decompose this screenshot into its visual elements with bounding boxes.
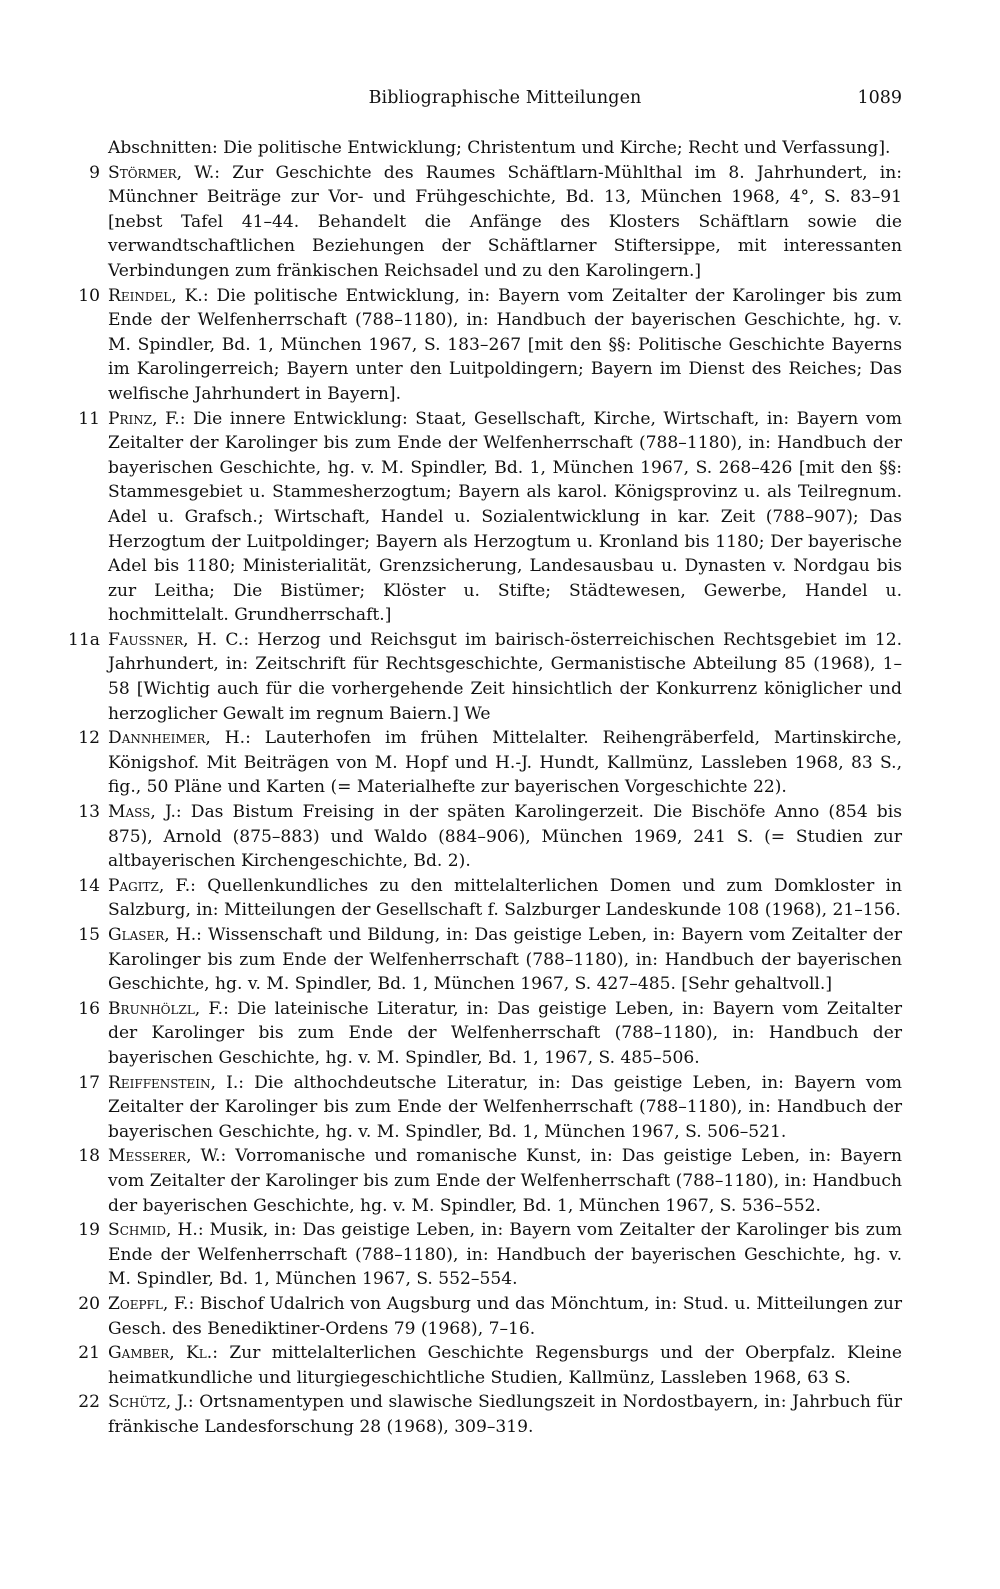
entry-author: Gamber, Kl.	[108, 1343, 213, 1364]
bibliography-entry	[78, 407, 902, 628]
entry-number: 9	[89, 162, 100, 183]
entry-author: Dannheimer, H.	[108, 728, 246, 749]
entry-author: Mass, J.	[108, 802, 176, 823]
bibliography-entry	[78, 1390, 903, 1439]
bibliography-entry	[78, 997, 902, 1071]
entry-text: : Herzog und Reichsgut im bairisch-österreichischen Rechtsgebiet im 12. Jahrhundert, in: Zeitschrift für Rechtsgeschichte, Germanistische Abteilung 85 (1968), 1–58 [Wichtig auch für die vorhergehende Zeit hinsichtlich der Konkurrenz königlicher und herzoglicher Gewalt im regnum Baiern.] We	[108, 629, 902, 724]
entry-text: : Zur mittelalterlichen Geschichte Regensburgs und der Oberpfalz. Kleine heimatkundliche und liturgiegeschichtliche Studien, Kallmünz, Lassleben 1968, 63 S.	[108, 1343, 902, 1388]
entry-number: 10	[78, 285, 100, 306]
entry-number: 18	[78, 1146, 100, 1167]
bibliography-entry	[78, 800, 902, 874]
entry-text: : Ortsnamentypen und slawische Siedlungszeit in Nordostbayern, in: Jahrbuch für fränkische Landesforschung 28 (1968), 309–319.	[108, 1392, 903, 1437]
bibliography-entry	[78, 1144, 903, 1218]
bibliography-entry	[78, 1292, 903, 1341]
entry-author: Zoepfl, F.	[108, 1293, 189, 1314]
entry-number: 20	[78, 1293, 100, 1314]
continuation-text: Abschnitten: Die politische Entwicklung; Christentum und Kirche; Recht und Verfassung].	[108, 138, 891, 158]
running-head	[108, 88, 902, 116]
entry-number: 17	[78, 1072, 100, 1093]
bibliography-entry	[78, 726, 902, 800]
continuation-paragraph	[108, 136, 902, 161]
bibliography-entry	[68, 628, 902, 726]
entry-text: : Bischof Udalrich von Augsburg und das Mönchtum, in: Stud. u. Mitteilungen zur Gesch. des Benediktiner-Ordens 79 (1968), 7–16.	[108, 1293, 903, 1339]
entry-text: : Zur Geschichte des Raumes Schäftlarn-Mühlthal im 8. Jahrhundert, in: Münchner Beiträge zur Vor- und Frühgeschichte, Bd. 13, München 1968, 4°, S. 83–91 [nebst Tafel 41–44. Behandelt die Anfänge des Klosters Schäftlarn sowie die verwandtschaftlichen Beziehungen der Schäftlarner Stiftersippe, mit interessanten Verbindungen zum fränkischen Reichsadel und zu den Karolingern.]	[108, 162, 902, 281]
entry-author: Pagitz, F.	[108, 875, 191, 896]
entry-text: : Die innere Entwicklung: Staat, Gesellschaft, Kirche, Wirtschaft, in: Bayern vom Zeitalter der Karolinger bis zum Ende der Welfenherrschaft (788–1180), in: Handbuch der bayerischen Geschichte, hg. v. M. Spindler, Bd. 1, München 1967, S. 268–426 [mit den §§: Stammesgebiet u. Stammesherzogtum; Bayern als karol. Königsprovinz u. als Teilregnum. Adel u. Grafsch.; Wirtschaft, Handel u. Sozialentwicklung in kar. Zeit (788–907); Das Herzogtum der Luitpoldinger; Bayern als Herzogtum u. Kronland bis 1180; Der bayerische Adel bis 1180; Ministerialität, Grenzsicherung, Landesausbau u. Dynasten v. Nordgau bis zur Leitha; Die Bistümer; Klöster u. Stifte; Städtewesen, Gewerbe, Handel u. hochmittelalt. Grundherrschaft.]	[108, 408, 902, 626]
bibliography-entry	[78, 1341, 902, 1390]
entry-author: Störmer, W.	[108, 162, 215, 183]
entry-author: Reindel, K.	[108, 285, 203, 306]
entry-text: : Das Bistum Freising in der späten Karolingerzeit. Die Bischöfe Anno (854 bis 875), Arnold (875–883) und Waldo (884–906), München 1969, 241 S. (= Studien zur altbayerischen Kirchengeschichte, Bd. 2).	[108, 802, 902, 872]
entry-number: 22	[78, 1392, 100, 1413]
running-title: Bibliographische Mitteilungen	[368, 88, 642, 108]
bibliography-entry	[78, 874, 902, 923]
entry-author: Faussner, H. C.	[108, 629, 244, 650]
entry-number: 16	[78, 998, 100, 1019]
entry-author: Glaser, H.	[108, 925, 197, 945]
entry-number: 21	[78, 1343, 100, 1364]
entry-text: : Die althochdeutsche Literatur, in: Das geistige Leben, in: Bayern vom Zeitalter der Karolinger bis zum Ende der Welfenherrschaft (788–1180), in: Handbuch der bayerischen Geschichte, hg. v. M. Spindler, Bd. 1, München 1967, S. 506–521.	[108, 1072, 903, 1142]
entry-text: : Die politische Entwicklung, in: Bayern vom Zeitalter der Karolinger bis zum Ende der Welfenherrschaft (788–1180), in: Handbuch der bayerischen Geschichte, hg. v. M. Spindler, Bd. 1, München 1967, S. 183–267 [mit den §§: Politische Geschichte Bayerns im Karolingerreich; Bayern unter den Luitpoldingern; Bayern im Dienst des Reiches; Das welfische Jahrhundert in Bayern].	[108, 285, 902, 404]
entry-author: Schmid, H.	[108, 1220, 198, 1241]
entry-author: Schütz, J.	[108, 1392, 188, 1413]
entry-text: : Die lateinische Literatur, in: Das geistige Leben, in: Bayern vom Zeitalter der Karolinger bis zum Ende der Welfenherrschaft (788–1180), in: Handbuch der bayerischen Geschichte, hg. v. M. Spindler, Bd. 1, 1967, S. 485–506.	[108, 998, 902, 1068]
entry-author: Messerer, W.	[108, 1146, 221, 1167]
entry-number: 12	[78, 728, 100, 749]
entry-number: 13	[78, 802, 100, 823]
bibliography-entry	[78, 1071, 903, 1145]
bibliography-entry	[78, 923, 902, 997]
entry-text: : Wissenschaft und Bildung, in: Das geistige Leben, in: Bayern vom Zeitalter der Karolinger bis zum Ende der Welfenherrschaft (788–1180), in: Handbuch der bayerischen Geschichte, hg. v. M. Spindler, Bd. 1, München 1967, S. 427–485. [Sehr gehaltvoll.]	[108, 925, 902, 995]
entry-author: Brunhölzl, F.	[108, 998, 224, 1019]
entry-author: Reiffenstein, I.	[108, 1072, 239, 1093]
entry-text: : Lauterhofen im frühen Mittelalter. Reihengräberfeld, Martinskirche, Königshof. Mit Beiträgen von M. Hopf und H.-J. Hundt, Kallmünz, Lassleben 1968, 83 S., fig., 50 Pläne und Karten (= Materialhefte zur bayerischen Vorgeschichte 22).	[108, 728, 902, 798]
entry-number: 15	[78, 925, 100, 945]
bibliography-entry	[78, 1218, 902, 1292]
bibliography-entry	[89, 161, 902, 284]
entry-number: 11a	[68, 629, 100, 650]
entry-number: 19	[78, 1220, 100, 1241]
bibliography-entry	[78, 284, 902, 407]
entry-author: Prinz, F.	[108, 408, 180, 429]
entry-text: : Vorromanische und romanische Kunst, in: Das geistige Leben, in: Bayern vom Zeitalter der Karolinger bis zum Ende der Welfenherrschaft (788–1180), in: Handbuch der bayerischen Geschichte, hg. v. M. Spindler, Bd. 1, München 1967, S. 536–552.	[108, 1146, 903, 1216]
entry-text: : Musik, in: Das geistige Leben, in: Bayern vom Zeitalter der Karolinger bis zum Ende der Welfenherrschaft (788–1180), in: Handbuch der bayerischen Geschichte, hg. v. M. Spindler, Bd. 1, München 1967, S. 552–554.	[108, 1220, 902, 1290]
bibliography-body	[68, 136, 903, 1439]
entry-number: 11	[78, 408, 100, 429]
entry-number: 14	[78, 875, 100, 896]
entry-text: : Quellenkundliches zu den mittelalterlichen Domen und zum Domkloster in Salzburg, in: Mitteilungen der Gesellschaft f. Salzburger Landeskunde 108 (1968), 21–156.	[108, 875, 902, 921]
page-number: 1089	[857, 88, 902, 108]
